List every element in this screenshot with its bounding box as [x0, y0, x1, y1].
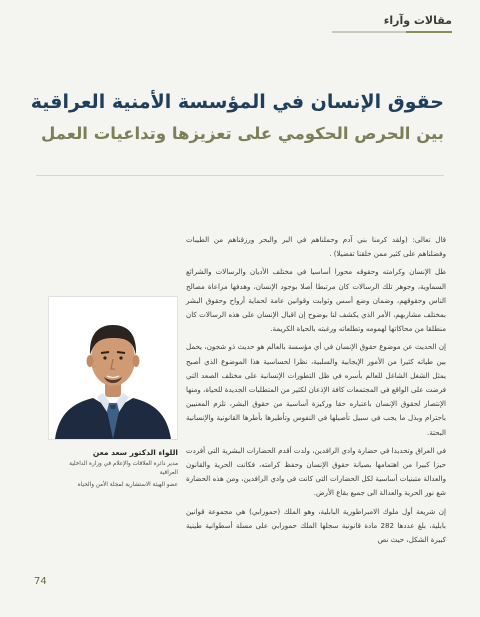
section-header [332, 14, 452, 33]
author-position-secondary: عضو الهيئة الاستشارية لمجلة الأمن والحياة [77, 482, 178, 488]
article-paragraph: إن الحديث عن موضوع حقوق الإنسان في أي مؤسسة بالعالم هو حديث ذو شجون، يحمل بين طياته كثيرا من الأمور الإيجابية والسلبية، نظرا لحساسية هذا الموضوع الذي أصبح يمثل الشغل الشاغل للعالم بأسره في ظل التطورات الإنسانية على مختلف الصعد التي فرضت على الواقع في المجتمعات كافة الإذعان لكثير من المتطلبات الجديدة للحياة، ومنها الإنتصار لحقوق الإنسان باعتباره حقا وركيزة أساسية من حقوق البشر، تلزم المعنيين باحترام وبذل ما يجب في سبيل تأصيلها في النفوس وتأطيرها بأطرها القانونية والإنسانية البحتة. [186, 342, 446, 437]
author-portrait-illustration [49, 297, 177, 439]
article-body [186, 233, 446, 551]
author-position: مدير دائرة العلاقات والإعلام في وزارة الداخلية العراقية [69, 461, 178, 476]
page-number: 74 [34, 576, 47, 587]
article-title-block [20, 90, 444, 144]
article-paragraph: في العراق وتحديدا في حضارة وادي الرافدين، ولدت أقدم الحضارات البشرية التي أفردت حيزا كبيرا من اهتمامها بصيانة حقوق الإنسان وحفظ كرامته، فكانت الحرية والقانون والعدالة متبنيات أساسية لكل الحضارات التي كانت في وادي الرافدين، ومن هذه الحضارة شع نور الحرية والعدالة الى جميع بقاع الأرض. [186, 445, 446, 498]
title-divider [36, 175, 444, 176]
author-photo [48, 296, 178, 440]
article-paragraph: إن شريعة أول ملوك الامبراطورية البابلية، وهو الملك (حمورابي) هي مجموعة قوانين بابلية، بلغ عددها 282 مادة قانونية سجلها الملك حمورابي على مسلة أسطوانية طينية كبيرة الشكل، حيث نص [186, 506, 447, 545]
article-paragraph: قال تعالى: (ولقد كرمنا بني آدم وحملناهم في البر والبحر ورزقناهم من الطيبات وفضلناهم على كثير ممن خلقنا تفضيلا) . [186, 235, 446, 259]
author-box [50, 296, 178, 490]
section-rule [332, 31, 452, 33]
author-name: اللواء الدكتور سعد معن [92, 448, 178, 457]
article-paragraph: ظل الإنسان وكرامته وحقوقه محورا أساسيا في مختلف الأديان والرسالات والشرائع السماوية، وجوهر تلك الرسالات كان مرتبطا أصلا بوجود الإنسان، وهدفها مراعاة مصالح الناس وحقوقهم، وضمان وضع أسس وثوابت وقوانين عامة لحماية أرواح وحقوق البشر بمختلف مشاربهم، الأمر الذي يكشف لنا بوضوح إن اقبال الإنسان على هذه الرسالات كان منطلقا من محاكاتها لهمومه وتطلعاته ورغبته بالحياة الكريمة. [186, 267, 446, 334]
section-label: مقالات وآراء [383, 14, 452, 27]
article-subtitle: بين الحرص الحكومي على تعزيزها وتداعيات العمل [41, 123, 444, 143]
article-title: حقوق الإنسان في المؤسسة الأمنية العراقية [30, 91, 444, 113]
